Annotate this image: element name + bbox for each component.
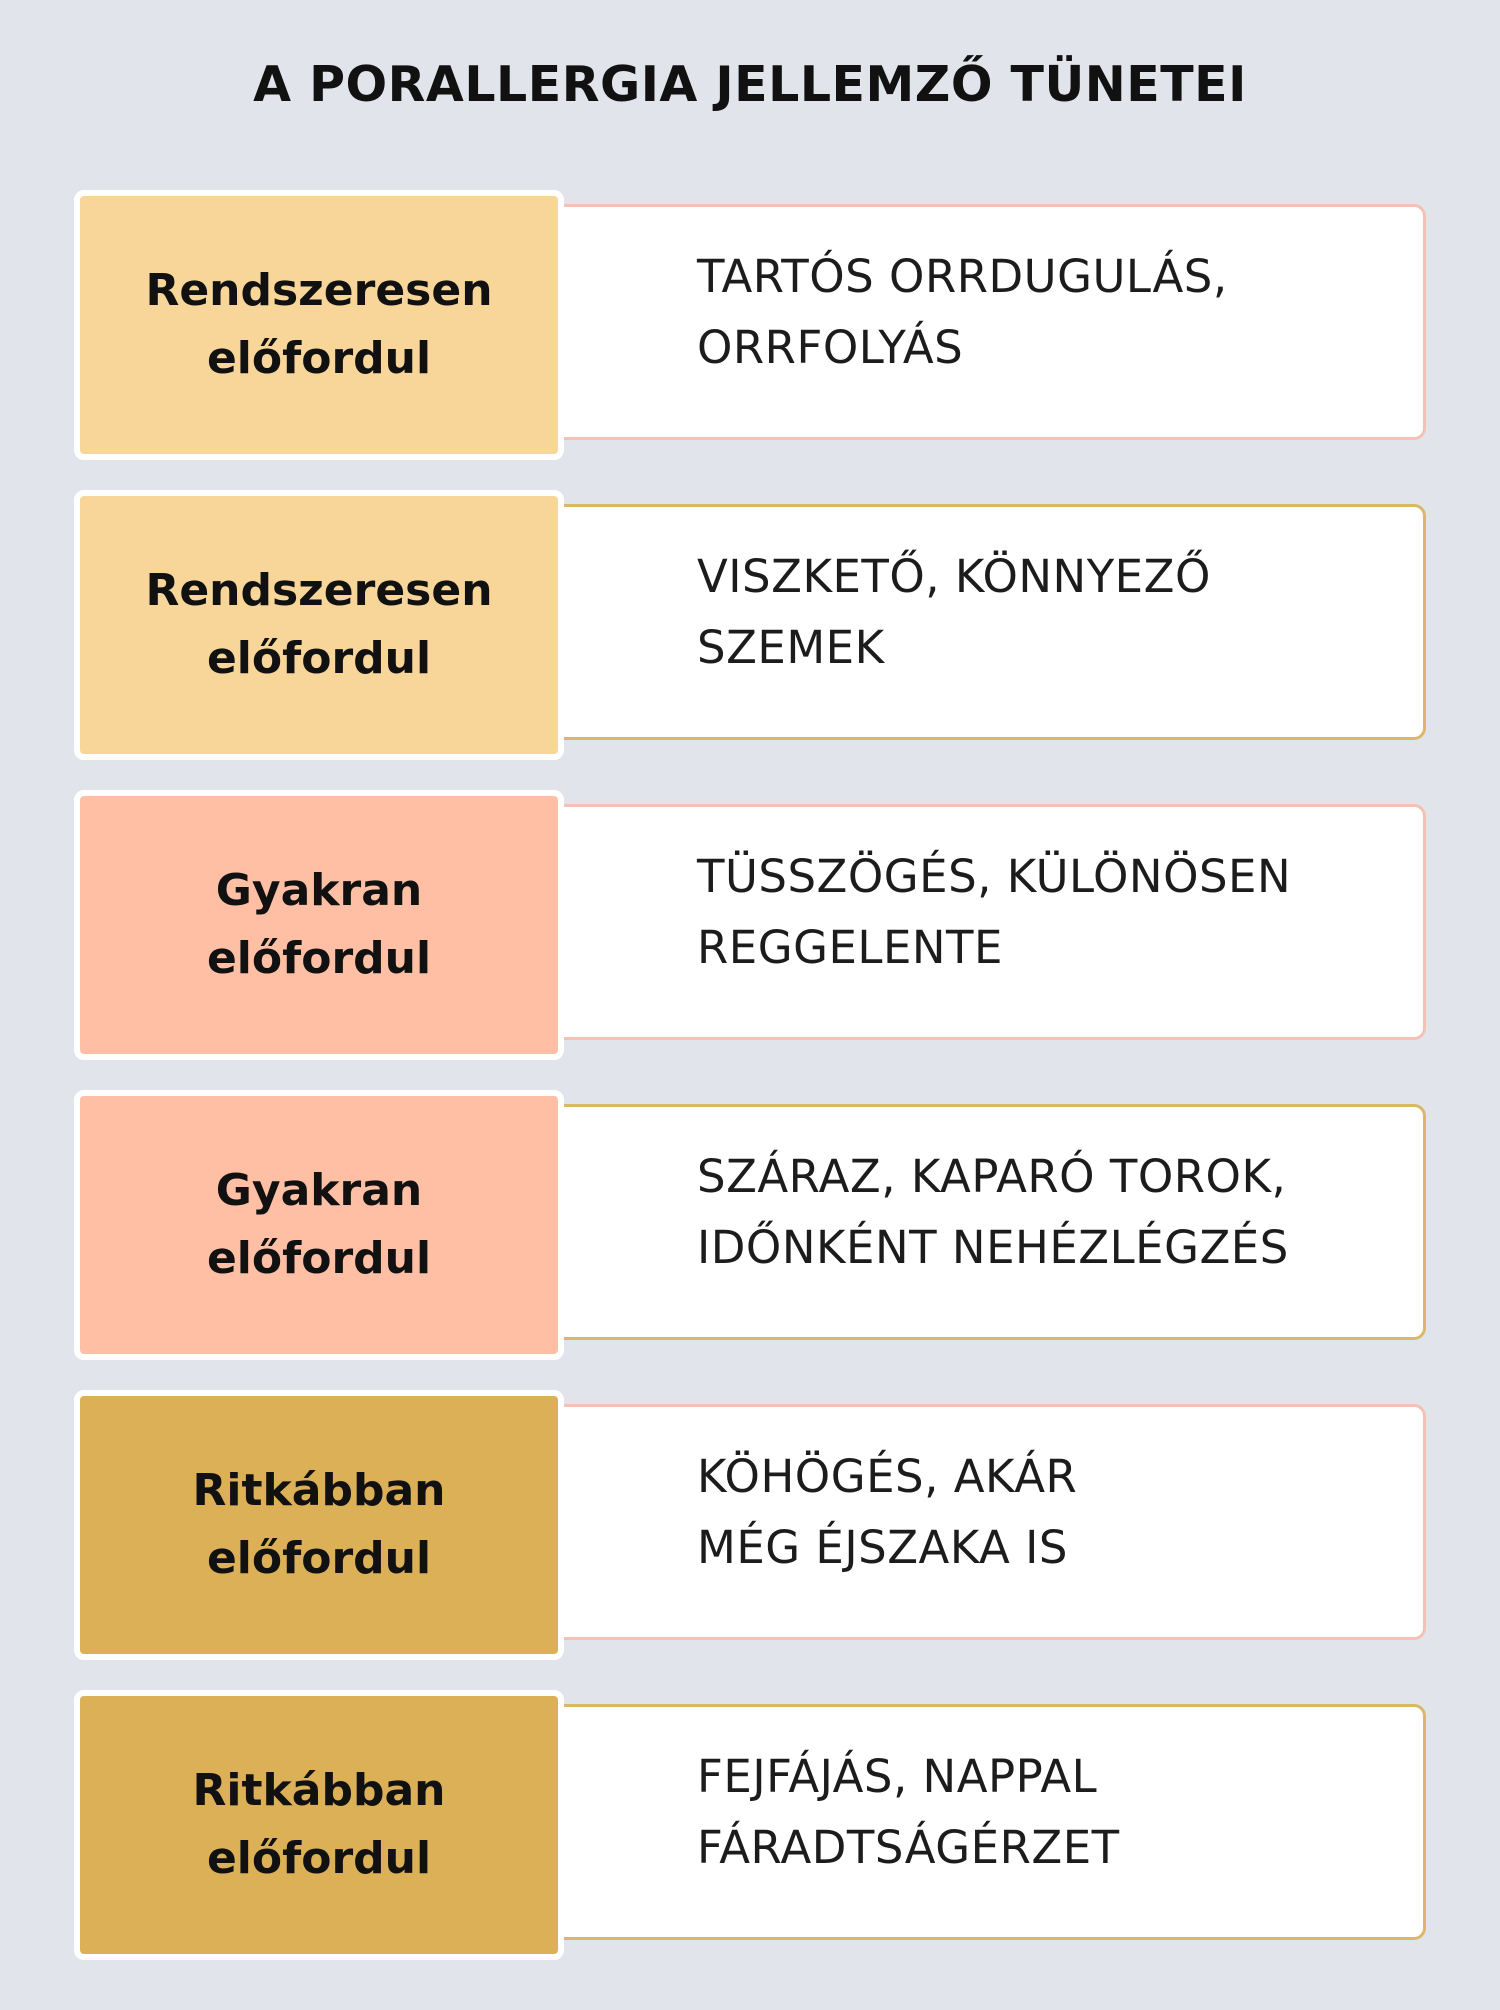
symptom-text: VISZKETŐ, KÖNNYEZŐ SZEMEK: [697, 550, 1211, 675]
frequency-badge: [74, 1390, 564, 1660]
list-item: [74, 1090, 1426, 1360]
symptom-card: [552, 1704, 1426, 1940]
list-item: [74, 790, 1426, 1060]
symptom-text: TARTÓS ORRDUGULÁS, ORRFOLYÁS: [697, 250, 1228, 375]
frequency-badge: [74, 1090, 564, 1360]
symptom-card: [552, 1404, 1426, 1640]
frequency-label: Gyakran előfordul: [206, 865, 432, 984]
page-title: A PORALLERGIA JELLEMZŐ TÜNETEI: [253, 56, 1247, 113]
frequency-badge: [74, 490, 564, 760]
symptom-card: [552, 204, 1426, 440]
frequency-label: Ritkábban előfordul: [192, 1465, 446, 1584]
symptom-text: FEJFÁJÁS, NAPPAL FÁRADTSÁGÉRZET: [697, 1750, 1120, 1875]
symptom-card: [552, 804, 1426, 1040]
list-item: [74, 1390, 1426, 1660]
frequency-label: Gyakran előfordul: [206, 1165, 432, 1284]
symptom-card: [552, 1104, 1426, 1340]
frequency-badge: [74, 190, 564, 460]
frequency-label: Rendszeresen előfordul: [145, 265, 493, 384]
list-item: [74, 1690, 1426, 1960]
frequency-badge: [74, 790, 564, 1060]
symptom-card: [552, 504, 1426, 740]
list-item: [74, 490, 1426, 760]
symptom-text: SZÁRAZ, KAPARÓ TOROK, IDŐNKÉNT NEHÉZLÉGZÉS: [697, 1150, 1289, 1275]
symptom-text: KÖHÖGÉS, AKÁR MÉG ÉJSZAKA IS: [697, 1450, 1078, 1575]
frequency-label: Ritkábban előfordul: [192, 1765, 446, 1884]
list-item: [74, 190, 1426, 460]
symptom-text: TÜSSZÖGÉS, KÜLÖNÖSEN REGGELENTE: [697, 850, 1292, 975]
frequency-badge: [74, 1690, 564, 1960]
frequency-label: Rendszeresen előfordul: [145, 565, 493, 684]
